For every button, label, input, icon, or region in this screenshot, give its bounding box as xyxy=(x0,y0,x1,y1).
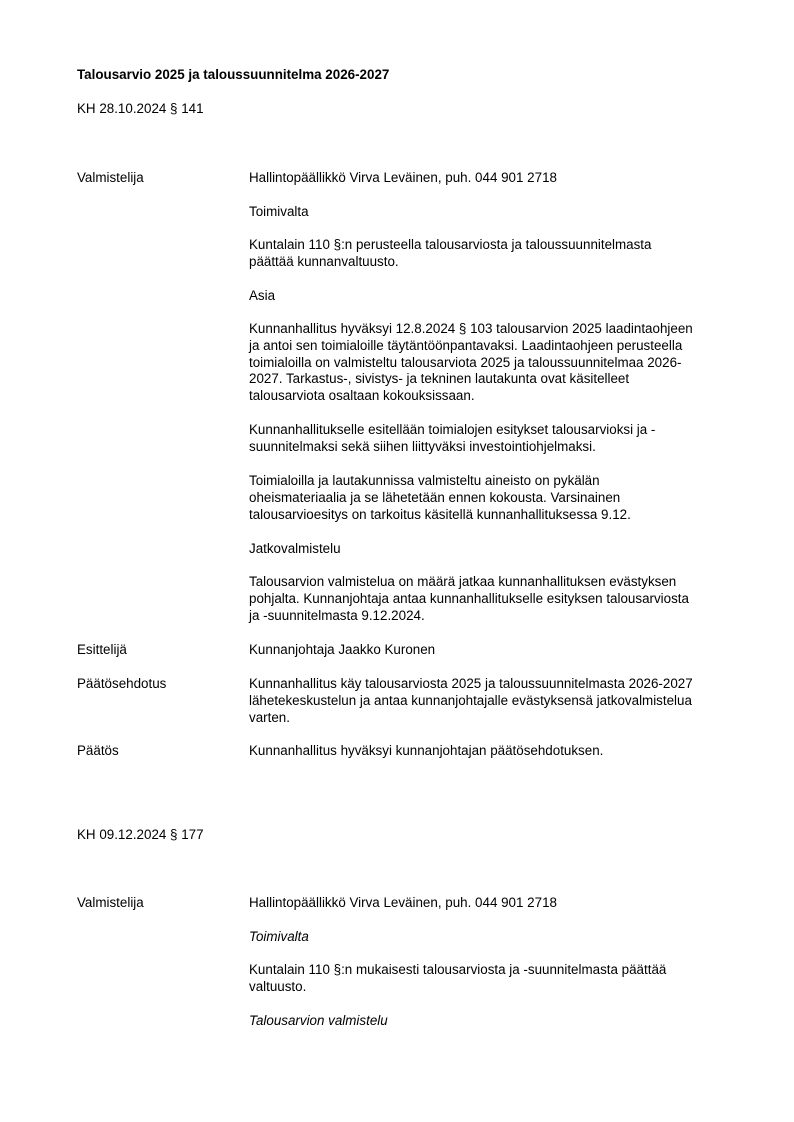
valmistelija-label-1: Valmistelija xyxy=(77,170,144,185)
text-line: suunnitelmaksi sekä siihen liittyväksi investointiohjelmaksi. xyxy=(249,438,596,454)
text-line: ja -suunnitelmasta 9.12.2024. xyxy=(249,607,425,623)
document-title: Talousarvio 2025 ja taloussuunnitelma 2026-2027 xyxy=(77,67,390,82)
toimivalta-text-1 xyxy=(249,237,735,271)
asia-paragraph-3 xyxy=(249,473,735,523)
text-line: toimialoilla on valmisteltu talousarviota 2025 ja taloussuunnitelmaa 2026- xyxy=(249,354,682,370)
text-line: valtuusto. xyxy=(249,978,307,994)
esittelija-value: Kunnanjohtaja Jaakko Kuronen xyxy=(249,642,436,657)
asia-paragraph-1 xyxy=(249,321,735,405)
paatos-label: Päätös xyxy=(77,743,119,758)
asia-heading: Asia xyxy=(249,288,276,303)
toimivalta-text-2 xyxy=(249,962,735,996)
text-line: Talousarvion valmistelua on määrä jatkaa kunnanhallituksen evästyksen xyxy=(249,574,677,589)
jatkovalmistelu-paragraph xyxy=(249,574,735,624)
paatos-value: Kunnanhallitus hyväksyi kunnanjohtajan päätösehdotuksen. xyxy=(249,743,604,758)
text-line: Kunnanhallitus käy talousarviosta 2025 ja taloussuunnitelmasta 2026-2027 xyxy=(249,676,693,691)
text-line: 2027. Tarkastus-, sivistys- ja tekninen lautakunta ovat käsitelleet xyxy=(249,371,630,387)
text-line: lähetekeskustelun ja antaa kunnanjohtajalle evästyksensä jatkovalmistelua xyxy=(249,692,692,708)
text-line: pohjalta. Kunnanjohtaja antaa kunnanhallitukselle esityksen talousarviosta xyxy=(249,590,689,606)
text-line: varten. xyxy=(249,709,290,725)
text-line: Kunnanhallitukselle esitellään toimialojen esitykset talousarvioksi ja - xyxy=(249,422,656,437)
text-line: päättää kunnanvaltuusto. xyxy=(249,253,399,269)
jatkovalmistelu-heading: Jatkovalmistelu xyxy=(249,541,341,556)
text-line: Kuntalain 110 §:n perusteella talousarviosta ja taloussuunnitelmasta xyxy=(249,237,652,252)
meeting-header-1: KH 28.10.2024 § 141 xyxy=(77,101,204,116)
text-line: talousarvioesitys on tarkoitus käsitellä kunnanhallituksessa 9.12. xyxy=(249,506,631,522)
text-line: ja antoi sen toimialoille täytäntöönpantavaksi. Laadintaohjeen perusteella xyxy=(249,337,683,353)
text-line: Toimialoilla ja lautakunnissa valmisteltu aineisto on pykälän xyxy=(249,473,600,488)
valmistelija-value-1: Hallintopäällikkö Virva Leväinen, puh. 044 901 2718 xyxy=(249,170,557,185)
meeting-header-2: KH 09.12.2024 § 177 xyxy=(77,827,204,842)
text-line: Kunnanhallitus hyväksyi 12.8.2024 § 103 talousarvion 2025 laadintaohjeen xyxy=(249,321,693,336)
esittelija-label: Esittelijä xyxy=(77,642,127,657)
asia-paragraph-2 xyxy=(249,422,735,456)
text-line: oheismateriaalia ja se lähetetään ennen kokousta. Varsinainen xyxy=(249,489,621,505)
toimivalta-heading-1: Toimivalta xyxy=(249,204,309,219)
valmistelija-value-2: Hallintopäällikkö Virva Leväinen, puh. 044 901 2718 xyxy=(249,895,557,910)
valmistelija-label-2: Valmistelija xyxy=(77,895,144,910)
talousarvion-valmistelu-heading: Talousarvion valmistelu xyxy=(249,1013,388,1028)
toimivalta-heading-2: Toimivalta xyxy=(249,929,309,944)
text-line: talousarviota osaltaan kokouksissaan. xyxy=(249,388,475,404)
paatosehdotus-value xyxy=(249,676,735,726)
text-line: Kuntalain 110 §:n mukaisesti talousarviosta ja -suunnitelmasta päättää xyxy=(249,962,667,977)
paatosehdotus-label: Päätösehdotus xyxy=(77,676,167,691)
